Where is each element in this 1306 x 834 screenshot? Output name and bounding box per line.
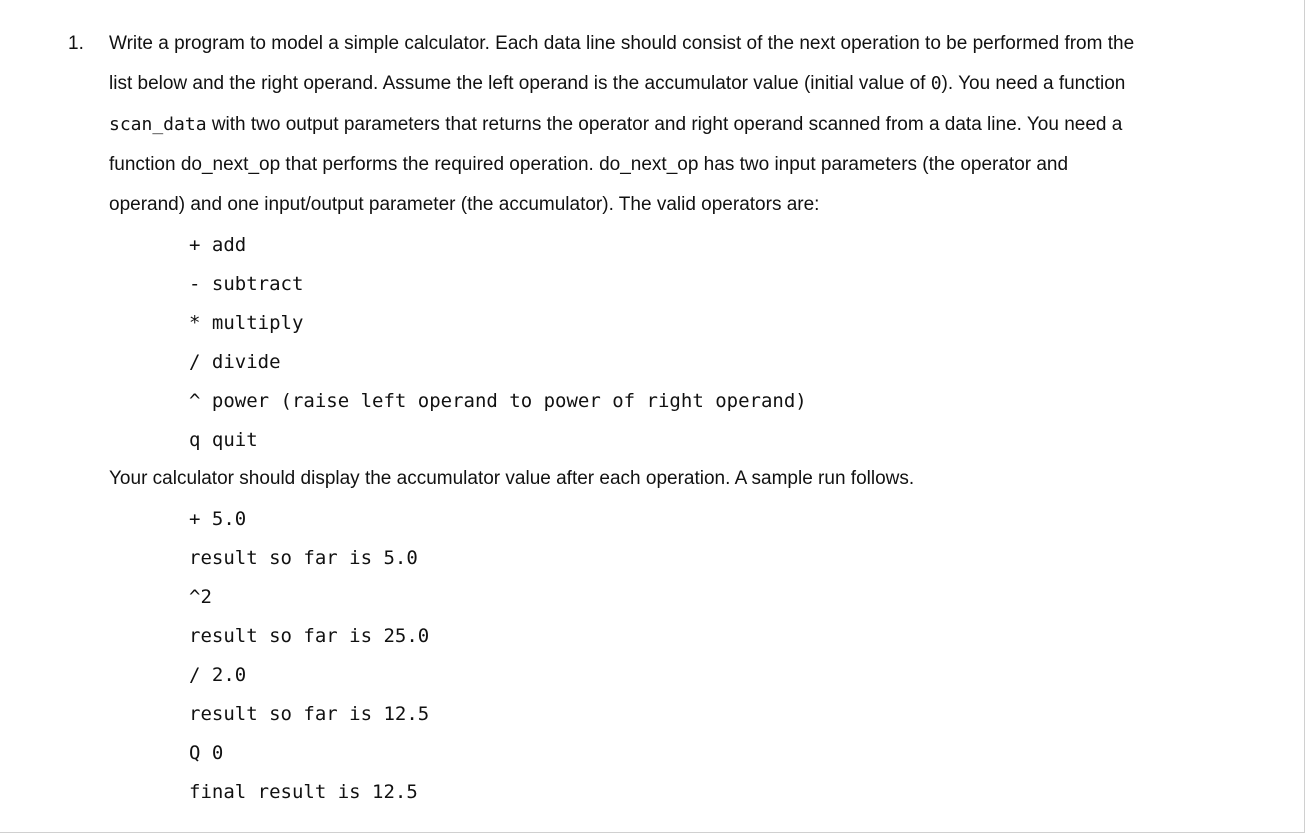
sample-run-line: ^2 xyxy=(189,586,212,608)
operator-item: + add xyxy=(189,234,247,256)
scan-data-code: scan_data xyxy=(109,114,207,135)
sample-run-line: final result is 12.5 xyxy=(189,781,418,803)
sample-run-line: Q 0 xyxy=(189,742,224,764)
sample-run-line: result so far is 12.5 xyxy=(189,703,430,725)
paragraph-2: Your calculator should display the accumulator value after each operation. A sample run follows. xyxy=(109,468,915,489)
paragraph-line-3-text: with two output parameters that returns the operator and right operand scanned from a data line. You need a xyxy=(206,114,1123,135)
operator-item: / divide xyxy=(189,351,281,373)
paragraph-line-2-text: list below and the right operand. Assume the left operand is the accumulator value (initial value of xyxy=(109,73,931,94)
operator-item: q quit xyxy=(189,429,258,451)
paragraph-line-5: operand) and one input/output parameter (the accumulator). The valid operators are: xyxy=(109,194,820,215)
initial-value-code: 0 xyxy=(930,73,942,94)
sample-run-line: result so far is 25.0 xyxy=(189,625,430,647)
sample-run-line: + 5.0 xyxy=(189,508,247,530)
paragraph-line-3 xyxy=(109,113,1122,137)
operator-item: - subtract xyxy=(189,273,304,295)
paragraph-line-2-end: ). You need a function xyxy=(941,73,1126,94)
sample-run-line: result so far is 5.0 xyxy=(189,547,418,569)
sample-run-line: / 2.0 xyxy=(189,664,247,686)
operator-item: ^ power (raise left operand to power of right operand) xyxy=(189,390,807,412)
paragraph-line-4: function do_next_op that performs the required operation. do_next_op has two input parameters (the operator and xyxy=(109,154,1069,175)
operator-item: * multiply xyxy=(189,312,304,334)
question-number: 1. xyxy=(68,33,84,54)
paragraph-line-2 xyxy=(109,72,1125,96)
paragraph-line-1: Write a program to model a simple calculator. Each data line should consist of the next operation to be performed from the xyxy=(109,33,1135,54)
